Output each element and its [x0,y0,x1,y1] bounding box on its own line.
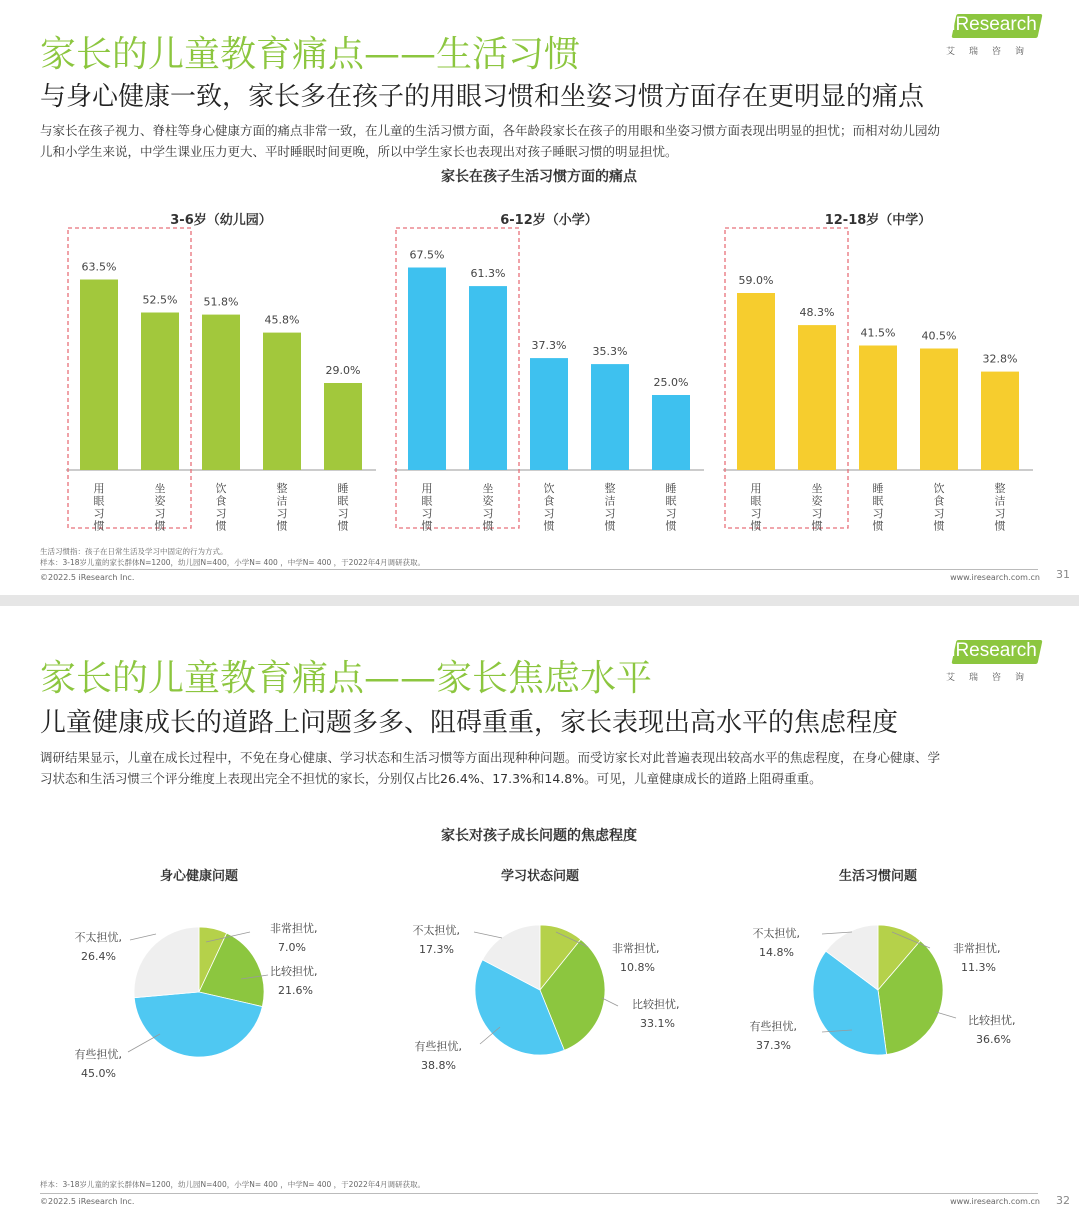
category-label: 整洁习惯 [994,482,1006,533]
category-label: 饮食习惯 [933,482,945,533]
bar-value-label: 40.5% [921,329,957,343]
footer-divider [40,1193,1038,1194]
bar [408,268,446,471]
pie-title: 学习状态问题 [500,869,580,884]
slice-value-label: 17.3% [419,943,454,956]
slice-name-label: 比较担忧, [270,965,318,978]
page-number: 32 [1056,1194,1070,1207]
bar-value-label: 29.0% [325,364,361,377]
leader-line [474,932,502,938]
category-label: 用眼习惯 [93,482,105,533]
bar-value-label: 52.5% [142,293,178,307]
slice-name-label: 非常担忧, [270,922,318,935]
slice-value-label: 45.0% [81,1067,116,1080]
slice-name-label: 有些担忧, [414,1040,462,1053]
category-label: 睡眠习惯 [665,482,677,533]
slice-value-label: 7.0% [278,941,306,954]
slice-name-label: 非常担忧, [953,942,1001,955]
bar-value-label: 67.5% [409,248,445,262]
slice-value-label: 14.8% [759,946,794,959]
copyright: ©2022.5 iResearch Inc. [40,1197,135,1206]
pie-slice [134,992,262,1057]
slide-subtitle: 儿童健康成长的道路上问题多多、阻碍重重，家长表现出高水平的焦虑程度 [40,708,899,738]
category-label: 坐姿习惯 [811,482,823,533]
category-label: 用眼习惯 [421,482,433,533]
slice-name-label: 比较担忧, [968,1014,1016,1027]
slide-subtitle: 与身心健康一致，家长多在孩子的用眼习惯和坐姿习惯方面存在更明显的痛点 [40,82,925,112]
chart-title: 家长对孩子成长问题的焦虑程度 [441,828,637,844]
category-label: 整洁习惯 [276,482,288,533]
pie-title: 生活习惯问题 [838,869,918,884]
bar [141,313,179,471]
pie-slice [134,927,199,998]
definition-note: 生活习惯指：孩子在日常生活及学习中固定的行为方式。 [40,547,228,556]
website-link[interactable]: www.iresearch.com.cn [950,573,1040,582]
bar [324,383,362,470]
footer-divider [40,569,1038,570]
bar-value-label: 45.8% [264,313,300,327]
bar [798,325,836,470]
slice-value-label: 11.3% [961,961,996,974]
category-label: 饮食习惯 [543,482,555,533]
bar-value-label: 37.3% [531,339,567,353]
slice-name-label: 不太担忧, [752,927,800,940]
slice-name-label: 有些担忧, [74,1048,122,1061]
bar [469,286,507,470]
slide-32 [0,606,1079,1210]
sample-note: 样本：3-18岁儿童的家长群体N=1200，幼儿园N=400，小学N= 400 ，中学N= 400 ，于2022年4月调研获取。 [40,1180,426,1189]
slice-value-label: 36.6% [976,1033,1011,1046]
bar [80,280,118,471]
bar-value-label: 32.8% [982,352,1018,366]
leader-line [936,1012,956,1018]
bar [530,358,568,470]
pie-chart-area [0,862,1079,1102]
category-label: 睡眠习惯 [872,482,884,533]
slice-value-label: 21.6% [278,984,313,997]
bar-value-label: 61.3% [470,267,506,281]
leader-line [130,934,156,940]
bar-value-label: 59.0% [738,274,774,287]
category-label: 坐姿习惯 [154,482,166,533]
slice-value-label: 37.3% [756,1039,791,1052]
chart-title: 家长在孩子生活习惯方面的痛点 [441,169,637,185]
bar-chart-area [0,200,1079,580]
bar [263,333,301,470]
iresearch-logo: iResearch 艾瑞咨询 [946,12,1042,60]
slide-title: 家长的儿童教育痛点——生活习惯 [40,34,581,75]
slice-value-label: 33.1% [640,1017,675,1030]
bar [737,293,775,470]
slice-value-label: 10.8% [620,961,655,974]
iresearch-logo: iResearch 艾瑞咨询 [946,638,1042,686]
slice-value-label: 26.4% [81,950,116,963]
bar-value-label: 63.5% [81,260,117,274]
copyright: ©2022.5 iResearch Inc. [40,573,135,582]
category-label: 饮食习惯 [215,482,227,533]
slide-title: 家长的儿童教育痛点——家长焦虑水平 [40,658,653,699]
slice-value-label: 38.8% [421,1059,456,1072]
slice-name-label: 不太担忧, [74,931,122,944]
bar-value-label: 48.3% [799,306,835,320]
pie-title: 身心健康问题 [159,869,239,884]
category-label: 用眼习惯 [750,482,762,533]
category-label: 睡眠习惯 [337,482,349,533]
bar-value-label: 51.8% [203,295,239,309]
website-link[interactable]: www.iresearch.com.cn [950,1197,1040,1206]
bar [591,364,629,470]
slice-name-label: 比较担忧, [632,998,680,1011]
bar-value-label: 25.0% [653,376,689,389]
category-label: 坐姿习惯 [482,482,494,533]
bar [652,395,690,470]
slide-body: 与家长在孩子视力、脊柱等身心健康方面的痛点非常一致，在儿童的生活习惯方面，各年龄段家长在孩子的用眼和坐姿习惯方面表现出明显的担忧；而相对幼儿园幼 儿和小学生来说，中学生课业压力更大、平时睡眠时间更晚，所以中学生家长也表现出对孩子睡眠习惯的明显担忧。 [40,123,941,159]
slide-body: 调研结果显示，儿童在成长过程中，不免在身心健康、学习状态和生活习惯等方面出现种种问题。而受访家长对此普遍表现出较高水平的焦虑程度，在身心健康、学 习状态和生活习惯三个评分维度上表现出完全不担忧的家长，分别仅占比26.4%、17.3%和14.8%。可见，儿童健康成长的道路上阻碍重重。 [40,750,941,786]
slice-name-label: 有些担忧, [749,1020,797,1033]
bar-value-label: 35.3% [592,345,628,359]
bar [920,349,958,471]
group-title: 12-18岁（中学） [824,213,932,228]
leader-line [128,1034,160,1052]
bar [981,372,1019,470]
leader-line [602,998,618,1006]
category-label: 整洁习惯 [604,482,616,533]
bar [859,346,897,471]
page-number: 31 [1056,568,1070,581]
slide-separator [0,595,1079,606]
slice-name-label: 非常担忧, [612,942,660,955]
slide-31 [0,0,1079,595]
sample-note: 样本：3-18岁儿童的家长群体N=1200，幼儿园N=400，小学N= 400 ，中学N= 400 ，于2022年4月调研获取。 [40,558,426,567]
group-title: 6-12岁（小学） [500,213,598,228]
group-title: 3-6岁（幼儿园） [170,213,272,228]
bar [202,315,240,470]
slice-name-label: 不太担忧, [412,924,460,937]
bar-value-label: 41.5% [860,326,896,340]
